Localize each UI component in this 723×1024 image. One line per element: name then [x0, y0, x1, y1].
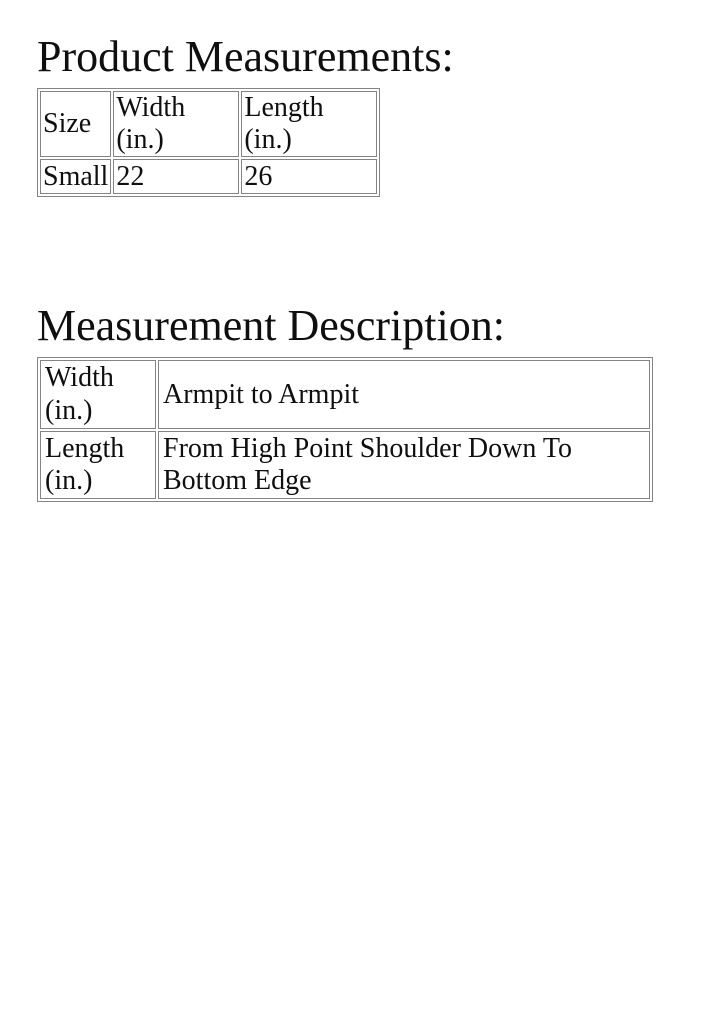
- description-text-width: Armpit to Armpit: [158, 360, 650, 428]
- cell-size-value: Small: [40, 159, 111, 194]
- description-text-length: From High Point Shoulder Down To Bottom Edge: [158, 431, 650, 499]
- product-measurements-table: [37, 88, 380, 197]
- table-row: [40, 159, 377, 194]
- table-row: [40, 431, 650, 499]
- header-cell-size: Size: [40, 91, 111, 157]
- measurement-description-title: Measurement Description:: [37, 301, 505, 351]
- cell-length-value: 26: [241, 159, 377, 194]
- cell-width-value: 22: [113, 159, 239, 194]
- description-label-length: Length (in.): [40, 431, 156, 499]
- table-row: [40, 360, 650, 428]
- product-measurements-header-row: [40, 91, 377, 157]
- header-cell-width: Width (in.): [113, 91, 239, 157]
- header-cell-length: Length (in.): [241, 91, 377, 157]
- description-label-width: Width (in.): [40, 360, 156, 428]
- measurement-description-table: [37, 357, 653, 502]
- product-measurements-title: Product Measurements:: [37, 32, 454, 81]
